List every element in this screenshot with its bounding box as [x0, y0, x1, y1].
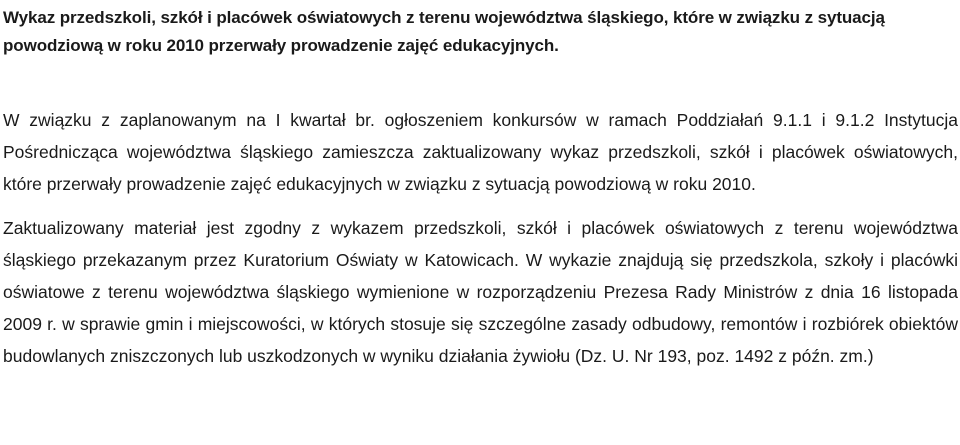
paragraph-intro: W związku z zaplanowanym na I kwartał br. ogłoszeniem konkursów w ramach Poddziałań 9.1.1 i 9.1.2 Instytucja Pośrednicząca województwa śląskiego zamieszcza zaktualizowany wykaz przedszkoli, szkół i placówek oświatowych, które przerwały prowadzenie zajęć edukacyjnych w związku z sytuacją powodziową w roku 2010.: [3, 110, 958, 194]
paragraph-details: Zaktualizowany materiał jest zgodny z wykazem przedszkoli, szkół i placówek oświatowych z terenu województwa śląskiego przekazanym przez Kuratorium Oświaty w Katowicach. W wykazie znajdują się przedszkola, szkoły i placówki oświatowe z terenu województwa śląskiego wymienione w rozporządzeniu Prezesa Rady Ministrów z dnia 16 listopada 2009 r. w sprawie gmin i miejscowości, w których stosuje się szczególne zasady odbudowy, remontów i rozbiórek obiektów budowlanych zniszczonych lub uszkodzonych w wyniku działania żywiołu (Dz. U. Nr 193, poz. 1492 z późn. zm.): [3, 218, 958, 366]
document-title: Wykaz przedszkoli, szkół i placówek oświatowych z terenu województwa śląskiego, które w związku z sytuacją powodziową w roku 2010 przerwały prowadzenie zajęć edukacyjnych.: [3, 8, 885, 55]
document-body: [3, 0, 958, 372]
